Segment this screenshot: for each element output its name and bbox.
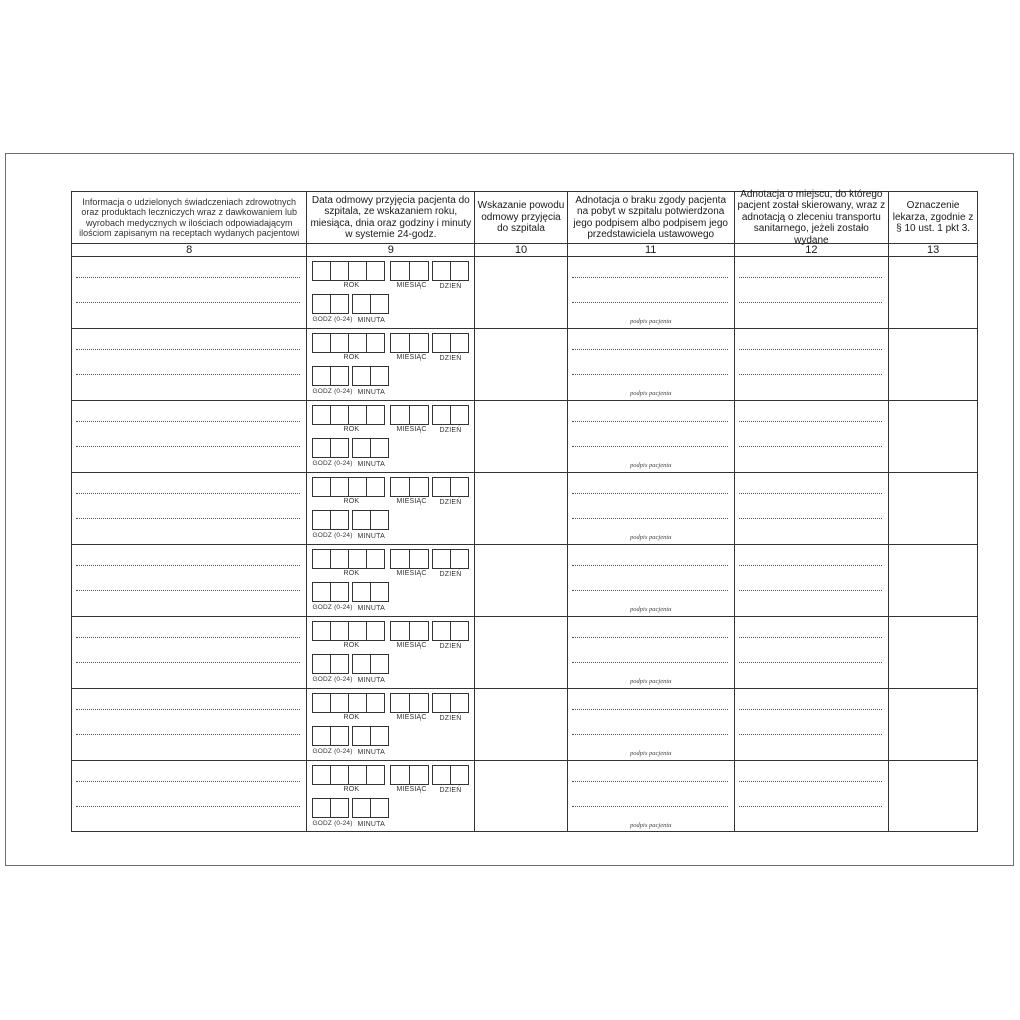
dotted-line (76, 374, 300, 375)
year-digit-box[interactable] (348, 405, 367, 425)
year-label: ROK (343, 354, 360, 361)
hour-digit-box[interactable] (312, 582, 331, 602)
month-label: MIESIĄC (396, 714, 427, 721)
reason-cell[interactable] (474, 401, 567, 472)
dotted-line (739, 781, 883, 782)
dotted-line (76, 446, 300, 447)
dotted-line (76, 565, 300, 566)
year-digit-box[interactable] (330, 693, 349, 713)
hour-label: GODZ (0-24) (312, 748, 353, 755)
date-cell (306, 329, 474, 400)
patient-signature-label: podpis pacjenta (630, 318, 672, 325)
dotted-line (739, 565, 883, 566)
services-cell[interactable] (72, 329, 306, 400)
year-digit-box[interactable] (330, 477, 349, 497)
month-digit-box[interactable] (409, 405, 429, 425)
year-digit-box[interactable] (348, 549, 367, 569)
year-digit-box[interactable] (348, 765, 367, 785)
date-time-boxes (312, 477, 472, 543)
referral-note-cell[interactable] (734, 257, 889, 328)
referral-note-cell[interactable] (734, 473, 889, 544)
year-digit-box[interactable] (366, 405, 385, 425)
dotted-line (572, 374, 728, 375)
hour-label: GODZ (0-24) (312, 676, 353, 683)
year-digit-box[interactable] (366, 477, 385, 497)
refusal-note-cell[interactable] (567, 257, 734, 328)
month-label: MIESIĄC (396, 498, 427, 505)
year-digit-box[interactable] (348, 261, 367, 281)
month-label: MIESIĄC (396, 354, 427, 361)
dotted-line (739, 637, 883, 638)
month-digit-box[interactable] (390, 549, 410, 569)
services-cell[interactable] (72, 401, 306, 472)
refusal-note-cell[interactable] (567, 401, 734, 472)
hour-digit-box[interactable] (312, 726, 331, 746)
minute-label: MINUTA (357, 533, 385, 540)
day-label: DZIEŃ (439, 787, 462, 794)
year-digit-box[interactable] (366, 333, 385, 353)
month-digit-box[interactable] (390, 333, 410, 353)
column-number: 10 (474, 244, 567, 256)
header-col-11: Adnotacja o braku zgody pacjenta na pobyt w szpitalu potwierdzona jego podpisem albo podpisem jego przedstawiciela ustawowego (567, 192, 734, 243)
date-cell (306, 257, 474, 328)
year-digit-box[interactable] (312, 261, 331, 281)
services-cell[interactable] (72, 689, 306, 760)
year-digit-box[interactable] (330, 333, 349, 353)
minute-digit-box[interactable] (370, 582, 389, 602)
physician-cell[interactable] (888, 329, 977, 400)
dotted-line (76, 277, 300, 278)
header-col-9: Data odmowy przyjęcia pacjenta do szpitala, ze wskazaniem roku, miesiąca, dnia oraz godziny i minuty w systemie 24-godz. (306, 192, 474, 243)
dotted-line (739, 277, 883, 278)
header-col-12: Adnotacja o miejscu, do którego pacjent został skierowany, wraz z adnotacją o zleceniu transportu sanitarnego, jeżeli zostało wydane (734, 192, 889, 243)
column-number: 12 (734, 244, 889, 256)
date-cell (306, 473, 474, 544)
minute-digit-box[interactable] (352, 654, 371, 674)
year-label: ROK (343, 570, 360, 577)
year-digit-box[interactable] (366, 261, 385, 281)
day-digit-box[interactable] (432, 693, 451, 713)
day-digit-box[interactable] (432, 765, 451, 785)
year-label: ROK (343, 426, 360, 433)
hour-digit-box[interactable] (312, 654, 331, 674)
month-digit-box[interactable] (390, 261, 410, 281)
year-label: ROK (343, 714, 360, 721)
day-label: DZIEŃ (439, 283, 462, 290)
reason-cell[interactable] (474, 617, 567, 688)
year-digit-box[interactable] (366, 549, 385, 569)
reason-cell[interactable] (474, 761, 567, 831)
hour-digit-box[interactable] (330, 510, 349, 530)
refusal-note-cell[interactable] (567, 545, 734, 616)
year-label: ROK (343, 642, 360, 649)
year-digit-box[interactable] (366, 693, 385, 713)
year-digit-box[interactable] (312, 405, 331, 425)
physician-cell[interactable] (888, 545, 977, 616)
minute-digit-box[interactable] (352, 582, 371, 602)
patient-signature-label: podpis pacjenta (630, 534, 672, 541)
dotted-line (572, 421, 728, 422)
form-row (71, 473, 978, 545)
day-label: DZIEŃ (439, 643, 462, 650)
hour-digit-box[interactable] (330, 438, 349, 458)
day-digit-box[interactable] (450, 261, 469, 281)
physician-cell[interactable] (888, 761, 977, 831)
year-digit-box[interactable] (312, 621, 331, 641)
month-digit-box[interactable] (390, 621, 410, 641)
year-digit-box[interactable] (348, 333, 367, 353)
dotted-line (76, 709, 300, 710)
hour-digit-box[interactable] (330, 294, 349, 314)
hour-digit-box[interactable] (330, 654, 349, 674)
minute-digit-box[interactable] (370, 510, 389, 530)
year-digit-box[interactable] (366, 621, 385, 641)
minute-digit-box[interactable] (370, 294, 389, 314)
minute-digit-box[interactable] (370, 438, 389, 458)
hour-label: GODZ (0-24) (312, 820, 353, 827)
minute-label: MINUTA (357, 677, 385, 684)
reason-cell[interactable] (474, 545, 567, 616)
month-digit-box[interactable] (409, 621, 429, 641)
dotted-line (76, 349, 300, 350)
reason-cell[interactable] (474, 689, 567, 760)
dotted-line (739, 590, 883, 591)
reason-cell[interactable] (474, 329, 567, 400)
year-label: ROK (343, 498, 360, 505)
column-number: 11 (567, 244, 734, 256)
form-row (71, 545, 978, 617)
referral-note-cell[interactable] (734, 689, 889, 760)
minute-digit-box[interactable] (370, 654, 389, 674)
month-digit-box[interactable] (390, 693, 410, 713)
year-digit-box[interactable] (330, 549, 349, 569)
dotted-line (76, 302, 300, 303)
services-cell[interactable] (72, 257, 306, 328)
dotted-line (572, 518, 728, 519)
minute-digit-box[interactable] (352, 366, 371, 386)
minute-label: MINUTA (357, 821, 385, 828)
dotted-line (572, 446, 728, 447)
year-digit-box[interactable] (312, 549, 331, 569)
form-row (71, 329, 978, 401)
physician-cell[interactable] (888, 473, 977, 544)
refusal-note-cell[interactable] (567, 473, 734, 544)
column-number-row (71, 243, 978, 257)
physician-cell[interactable] (888, 617, 977, 688)
month-digit-box[interactable] (409, 549, 429, 569)
month-digit-box[interactable] (409, 333, 429, 353)
year-label: ROK (343, 282, 360, 289)
dotted-line (572, 590, 728, 591)
header-col-8: Informacja o udzielonych świadczeniach zdrowotnych oraz produktach leczniczych wraz z dawkowaniem lub wyrobach medycznych w ilościach odpowiadającym ilościom zapisanym na receptach wydanych pacjentowi (79, 196, 300, 238)
patient-signature-label: podpis pacjenta (630, 390, 672, 397)
physician-cell[interactable] (888, 257, 977, 328)
hour-digit-box[interactable] (312, 510, 331, 530)
day-label: DZIEŃ (439, 499, 462, 506)
minute-digit-box[interactable] (352, 438, 371, 458)
hour-digit-box[interactable] (312, 798, 331, 818)
dotted-line (572, 493, 728, 494)
day-digit-box[interactable] (450, 333, 469, 353)
minute-digit-box[interactable] (370, 798, 389, 818)
minute-label: MINUTA (357, 749, 385, 756)
dotted-line (572, 781, 728, 782)
month-label: MIESIĄC (396, 786, 427, 793)
year-digit-box[interactable] (312, 333, 331, 353)
dotted-line (572, 709, 728, 710)
form-row (71, 257, 978, 329)
dotted-line (739, 806, 883, 807)
dotted-line (76, 781, 300, 782)
refusal-note-cell[interactable] (567, 617, 734, 688)
year-digit-box[interactable] (348, 621, 367, 641)
year-digit-box[interactable] (312, 693, 331, 713)
dotted-line (572, 302, 728, 303)
dotted-line (739, 493, 883, 494)
hour-digit-box[interactable] (330, 582, 349, 602)
refusal-note-cell[interactable] (567, 329, 734, 400)
year-digit-box[interactable] (330, 405, 349, 425)
reason-cell[interactable] (474, 473, 567, 544)
dotted-line (739, 734, 883, 735)
hour-digit-box[interactable] (312, 438, 331, 458)
dotted-line (76, 518, 300, 519)
minute-digit-box[interactable] (352, 726, 371, 746)
year-digit-box[interactable] (348, 693, 367, 713)
year-label: ROK (343, 786, 360, 793)
hour-label: GODZ (0-24) (312, 388, 353, 395)
dotted-line (739, 421, 883, 422)
day-digit-box[interactable] (432, 549, 451, 569)
day-digit-box[interactable] (450, 621, 469, 641)
referral-note-cell[interactable] (734, 617, 889, 688)
hour-label: GODZ (0-24) (312, 604, 353, 611)
patient-signature-label: podpis pacjenta (630, 462, 672, 469)
dotted-line (76, 662, 300, 663)
hour-label: GODZ (0-24) (312, 460, 353, 467)
date-cell (306, 401, 474, 472)
day-digit-box[interactable] (432, 621, 451, 641)
header-col-10: Wskazanie powodu odmowy przyjęcia do szpitala (474, 192, 567, 243)
form-row (71, 689, 978, 761)
dotted-line (572, 806, 728, 807)
day-digit-box[interactable] (432, 405, 451, 425)
dotted-line (572, 662, 728, 663)
minute-digit-box[interactable] (352, 798, 371, 818)
month-label: MIESIĄC (396, 426, 427, 433)
hour-digit-box[interactable] (312, 366, 331, 386)
day-label: DZIEŃ (439, 355, 462, 362)
day-digit-box[interactable] (432, 477, 451, 497)
year-digit-box[interactable] (348, 477, 367, 497)
day-digit-box[interactable] (450, 477, 469, 497)
dotted-line (739, 662, 883, 663)
minute-digit-box[interactable] (370, 726, 389, 746)
minute-label: MINUTA (357, 605, 385, 612)
dotted-line (739, 302, 883, 303)
refusal-note-cell[interactable] (567, 761, 734, 831)
services-cell[interactable] (72, 617, 306, 688)
dotted-line (572, 349, 728, 350)
month-label: MIESIĄC (396, 642, 427, 649)
dotted-line (739, 349, 883, 350)
dotted-line (76, 806, 300, 807)
year-digit-box[interactable] (330, 765, 349, 785)
month-label: MIESIĄC (396, 570, 427, 577)
reason-cell[interactable] (474, 257, 567, 328)
referral-note-cell[interactable] (734, 761, 889, 831)
month-digit-box[interactable] (390, 477, 410, 497)
dotted-line (76, 734, 300, 735)
referral-note-cell[interactable] (734, 329, 889, 400)
dotted-line (76, 421, 300, 422)
date-cell (306, 545, 474, 616)
patient-signature-label: podpis pacjenta (630, 822, 672, 829)
column-number: 13 (888, 244, 977, 256)
month-digit-box[interactable] (409, 477, 429, 497)
day-label: DZIEŃ (439, 427, 462, 434)
dotted-line (739, 374, 883, 375)
hour-digit-box[interactable] (330, 366, 349, 386)
dotted-line (76, 637, 300, 638)
hour-digit-box[interactable] (312, 294, 331, 314)
refusal-note-cell[interactable] (567, 689, 734, 760)
date-time-boxes (312, 621, 472, 687)
minute-digit-box[interactable] (352, 510, 371, 530)
day-digit-box[interactable] (432, 333, 451, 353)
day-label: DZIEŃ (439, 571, 462, 578)
dotted-line (76, 493, 300, 494)
year-digit-box[interactable] (366, 765, 385, 785)
dotted-line (739, 518, 883, 519)
referral-note-cell[interactable] (734, 401, 889, 472)
year-digit-box[interactable] (330, 621, 349, 641)
dotted-line (572, 277, 728, 278)
patient-signature-label: podpis pacjenta (630, 678, 672, 685)
day-label: DZIEŃ (439, 715, 462, 722)
date-time-boxes (312, 549, 472, 615)
header-row (71, 188, 978, 246)
minute-digit-box[interactable] (370, 366, 389, 386)
date-time-boxes (312, 261, 472, 327)
dotted-line (76, 590, 300, 591)
day-digit-box[interactable] (432, 261, 451, 281)
dotted-line (572, 734, 728, 735)
date-time-boxes (312, 765, 472, 831)
form-table (71, 188, 978, 832)
minute-label: MINUTA (357, 461, 385, 468)
column-number: 9 (306, 244, 474, 256)
month-digit-box[interactable] (409, 693, 429, 713)
month-digit-box[interactable] (409, 261, 429, 281)
day-digit-box[interactable] (450, 765, 469, 785)
year-digit-box[interactable] (330, 261, 349, 281)
date-cell (306, 689, 474, 760)
month-digit-box[interactable] (390, 405, 410, 425)
date-time-boxes (312, 333, 472, 399)
month-digit-box[interactable] (409, 765, 429, 785)
column-number: 8 (186, 244, 193, 256)
patient-signature-label: podpis pacjenta (630, 606, 672, 613)
date-cell (306, 761, 474, 831)
hour-digit-box[interactable] (330, 726, 349, 746)
month-label: MIESIĄC (396, 282, 427, 289)
form-row (71, 761, 978, 832)
hour-label: GODZ (0-24) (312, 532, 353, 539)
day-digit-box[interactable] (450, 405, 469, 425)
date-time-boxes (312, 405, 472, 471)
minute-label: MINUTA (357, 317, 385, 324)
referral-note-cell[interactable] (734, 545, 889, 616)
dotted-line (739, 709, 883, 710)
minute-label: MINUTA (357, 389, 385, 396)
date-cell (306, 617, 474, 688)
date-time-boxes (312, 693, 472, 759)
form-row (71, 401, 978, 473)
year-digit-box[interactable] (312, 477, 331, 497)
dotted-line (572, 637, 728, 638)
physician-cell[interactable] (888, 689, 977, 760)
month-digit-box[interactable] (390, 765, 410, 785)
form-row (71, 617, 978, 689)
services-cell[interactable] (72, 473, 306, 544)
year-digit-box[interactable] (312, 765, 331, 785)
minute-digit-box[interactable] (352, 294, 371, 314)
services-cell[interactable] (72, 545, 306, 616)
services-cell[interactable] (72, 761, 306, 831)
hour-label: GODZ (0-24) (312, 316, 353, 323)
day-digit-box[interactable] (450, 549, 469, 569)
dotted-line (739, 446, 883, 447)
form-rows (71, 257, 978, 832)
patient-signature-label: podpis pacjenta (630, 750, 672, 757)
day-digit-box[interactable] (450, 693, 469, 713)
header-col-13: Oznaczenie lekarza, zgodnie z § 10 ust. 1 pkt 3. (888, 192, 977, 243)
dotted-line (572, 565, 728, 566)
physician-cell[interactable] (888, 401, 977, 472)
hour-digit-box[interactable] (330, 798, 349, 818)
